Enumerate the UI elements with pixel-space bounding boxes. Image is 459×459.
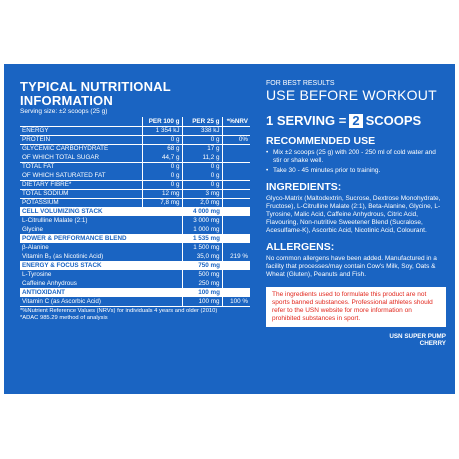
recommended-use-heading: RECOMMENDED USE — [266, 135, 376, 147]
row-per25: 17 g — [182, 144, 222, 153]
header-label — [20, 117, 142, 126]
table-row — [20, 189, 250, 198]
stack-total: 1 535 mg — [182, 234, 222, 243]
row-nrv — [222, 189, 250, 198]
serving-prefix: 1 SERVING = — [266, 113, 347, 128]
bullet-icon: • — [266, 167, 269, 174]
row-label: GLYCEMIC CARBOHYDRATE — [22, 145, 109, 153]
row-per25: 100 mg — [182, 297, 222, 306]
stack-total: 100 mg — [182, 288, 222, 297]
bullet-text: Mix ±2 scoops (25 g) with 200 - 250 ml of cold water and stir or shake well. — [273, 149, 436, 164]
row-per25: 35,0 mg — [182, 252, 222, 261]
row-per100: 0 g — [142, 171, 182, 180]
stack-header-row — [20, 207, 250, 216]
row-label: Caffeine Anhydrous — [22, 279, 77, 287]
row-per25: 338 kJ — [182, 126, 222, 135]
row-per100: 0 g — [142, 180, 182, 189]
row-label: Vitamin C (as Ascorbic Acid) — [20, 297, 182, 306]
serving-size: Serving size: ±2 scoops (25 g) — [20, 108, 108, 115]
row-nrv: 100 % — [222, 297, 250, 306]
nutrition-title: TYPICAL NUTRITIONAL INFORMATION — [20, 79, 171, 108]
row-label: OF WHICH SATURATED FAT — [20, 171, 142, 180]
list-item — [266, 149, 446, 165]
row-nrv — [222, 198, 250, 207]
row-nrv: 0% — [222, 135, 250, 144]
row-label: DIETARY FIBRE* — [20, 180, 142, 189]
stack-header-row — [20, 261, 250, 270]
row-per25: 0 g — [182, 180, 222, 189]
allergens-heading: ALLERGENS: — [266, 241, 335, 253]
row-per25: 0 g — [182, 171, 222, 180]
row-label: POTASSIUM — [22, 199, 59, 207]
row-per100: 1 354 kJ — [142, 126, 182, 135]
row-per25: 2,0 mg — [182, 198, 222, 207]
row-per25: 1 500 mg — [182, 243, 222, 252]
row-nrv — [222, 270, 250, 279]
table-row — [20, 126, 250, 135]
table-row — [20, 198, 250, 207]
header-per25: PER 25 g — [182, 117, 222, 126]
row-label: TOTAL FAT — [22, 163, 55, 171]
ingredients-text: Glyco-Matrix (Maltodextrin, Sucrose, Dextrose Monohydrate, Fructose), L-Citrulline Malate (2:1), Beta-Alanine, Glycine, L-Tyrosine, Malic Acid, Caffeine Anhydrous, Citric Acid, Flavouring, Non-nutritive Sweetener Blend (Sucralose, Acesulfame-K), Ascorbic Acid, Nicotinic Acid, Colourant. — [266, 195, 441, 234]
row-label: PROTEIN — [20, 135, 142, 144]
footnote-nrv: *%Nutrient Reference Values (NRVs) for individuals 4 years and older (2010) — [20, 307, 218, 314]
row-per100: 12 mg — [142, 189, 182, 198]
table-row — [20, 243, 250, 252]
table-row — [20, 279, 250, 288]
row-per25: 0 g — [182, 135, 222, 144]
header-per100: PER 100 g — [142, 117, 182, 126]
stack-name: CELL VOLUMIZING STACK — [20, 207, 182, 216]
table-row — [20, 216, 250, 225]
table-row — [20, 225, 250, 234]
usage-section — [266, 80, 446, 347]
stack-header-row — [20, 288, 250, 297]
row-nrv — [222, 153, 250, 162]
table-row — [20, 270, 250, 279]
bullet-text: Take 30 - 45 minutes prior to training. — [273, 167, 381, 174]
row-nrv — [222, 171, 250, 180]
row-per100: 0 g — [142, 135, 182, 144]
serving-number-box: 2 — [349, 114, 362, 128]
row-label: OF WHICH TOTAL SUGAR — [20, 153, 142, 162]
row-per25: 3 000 mg — [182, 216, 222, 225]
label-panel — [4, 64, 455, 394]
row-label: L-Citrulline Malate (2:1) — [22, 216, 88, 224]
use-before-workout-title: USE BEFORE WORKOUT — [266, 87, 437, 103]
row-nrv — [222, 279, 250, 288]
table-row — [20, 297, 250, 306]
row-per100: 44,7 g — [142, 153, 182, 162]
product-name — [266, 333, 446, 347]
table-row — [20, 153, 250, 162]
table-row — [20, 135, 250, 144]
row-per25: 250 mg — [182, 279, 222, 288]
row-per25: 500 mg — [182, 270, 222, 279]
best-results-label: FOR BEST RESULTS — [266, 80, 335, 87]
row-nrv — [222, 225, 250, 234]
row-label: Glycine — [22, 225, 43, 233]
row-per25: 0 g — [182, 162, 222, 171]
table-row — [20, 252, 250, 261]
serving-suffix: SCOOPS — [365, 113, 422, 128]
row-per100: 7,8 mg — [142, 198, 182, 207]
row-per25: 3 mg — [182, 189, 222, 198]
ingredients-heading: INGREDIENTS: — [266, 181, 342, 193]
product-line: USN SUPER PUMP — [389, 333, 446, 340]
row-nrv — [222, 162, 250, 171]
table-row — [20, 171, 250, 180]
stack-total: 4 000 mg — [182, 207, 222, 216]
row-nrv: 219 % — [222, 252, 250, 261]
row-per25: 11,2 g — [182, 153, 222, 162]
row-per100: 0 g — [142, 162, 182, 171]
nutrition-table — [20, 117, 250, 307]
row-label: TOTAL SODIUM — [20, 189, 142, 198]
row-nrv — [222, 216, 250, 225]
row-per25: 1 000 mg — [182, 225, 222, 234]
row-per100: 68 g — [142, 144, 182, 153]
allergens-text: No common allergens have been added. Manufactured in a facility that processes/may contain Cow's Milk, Soy, Oats & Wheat (Gluten), Peanuts and Fish. — [266, 255, 437, 278]
footnote-method: *ADAC 985.29 method of analysis — [20, 314, 108, 321]
nutrition-section — [20, 80, 250, 322]
stack-name: ANTIOXIDANT — [20, 288, 182, 297]
row-nrv — [222, 126, 250, 135]
table-row — [20, 162, 250, 171]
list-item — [266, 167, 446, 175]
product-flavour: CHERRY — [419, 340, 446, 347]
banned-substances-warning: The ingredients used to formulate this product are not sports banned substances. Professional athletes should refer to the USN website for more information on prohibited substances in sport. — [266, 287, 446, 327]
row-label: ENERGY — [20, 126, 142, 135]
stack-name: POWER & PERFORMANCE BLEND — [20, 234, 182, 243]
serving-line — [266, 113, 446, 129]
row-label: β-Alanine — [22, 243, 49, 251]
header-nrv: *%NRV — [222, 117, 250, 126]
stack-header-row — [20, 234, 250, 243]
table-row — [20, 144, 250, 153]
stack-name: ENERGY & FOCUS STACK — [20, 261, 182, 270]
row-nrv — [222, 243, 250, 252]
table-row — [20, 180, 250, 189]
row-label: L-Tyrosine — [22, 270, 52, 278]
stack-total: 750 mg — [182, 261, 222, 270]
recommended-use-list — [266, 149, 446, 175]
row-label: Vitamin B₃ (as Nicotinic Acid) — [22, 252, 104, 260]
row-nrv — [222, 180, 250, 189]
bullet-icon: • — [266, 149, 269, 156]
row-nrv — [222, 144, 250, 153]
